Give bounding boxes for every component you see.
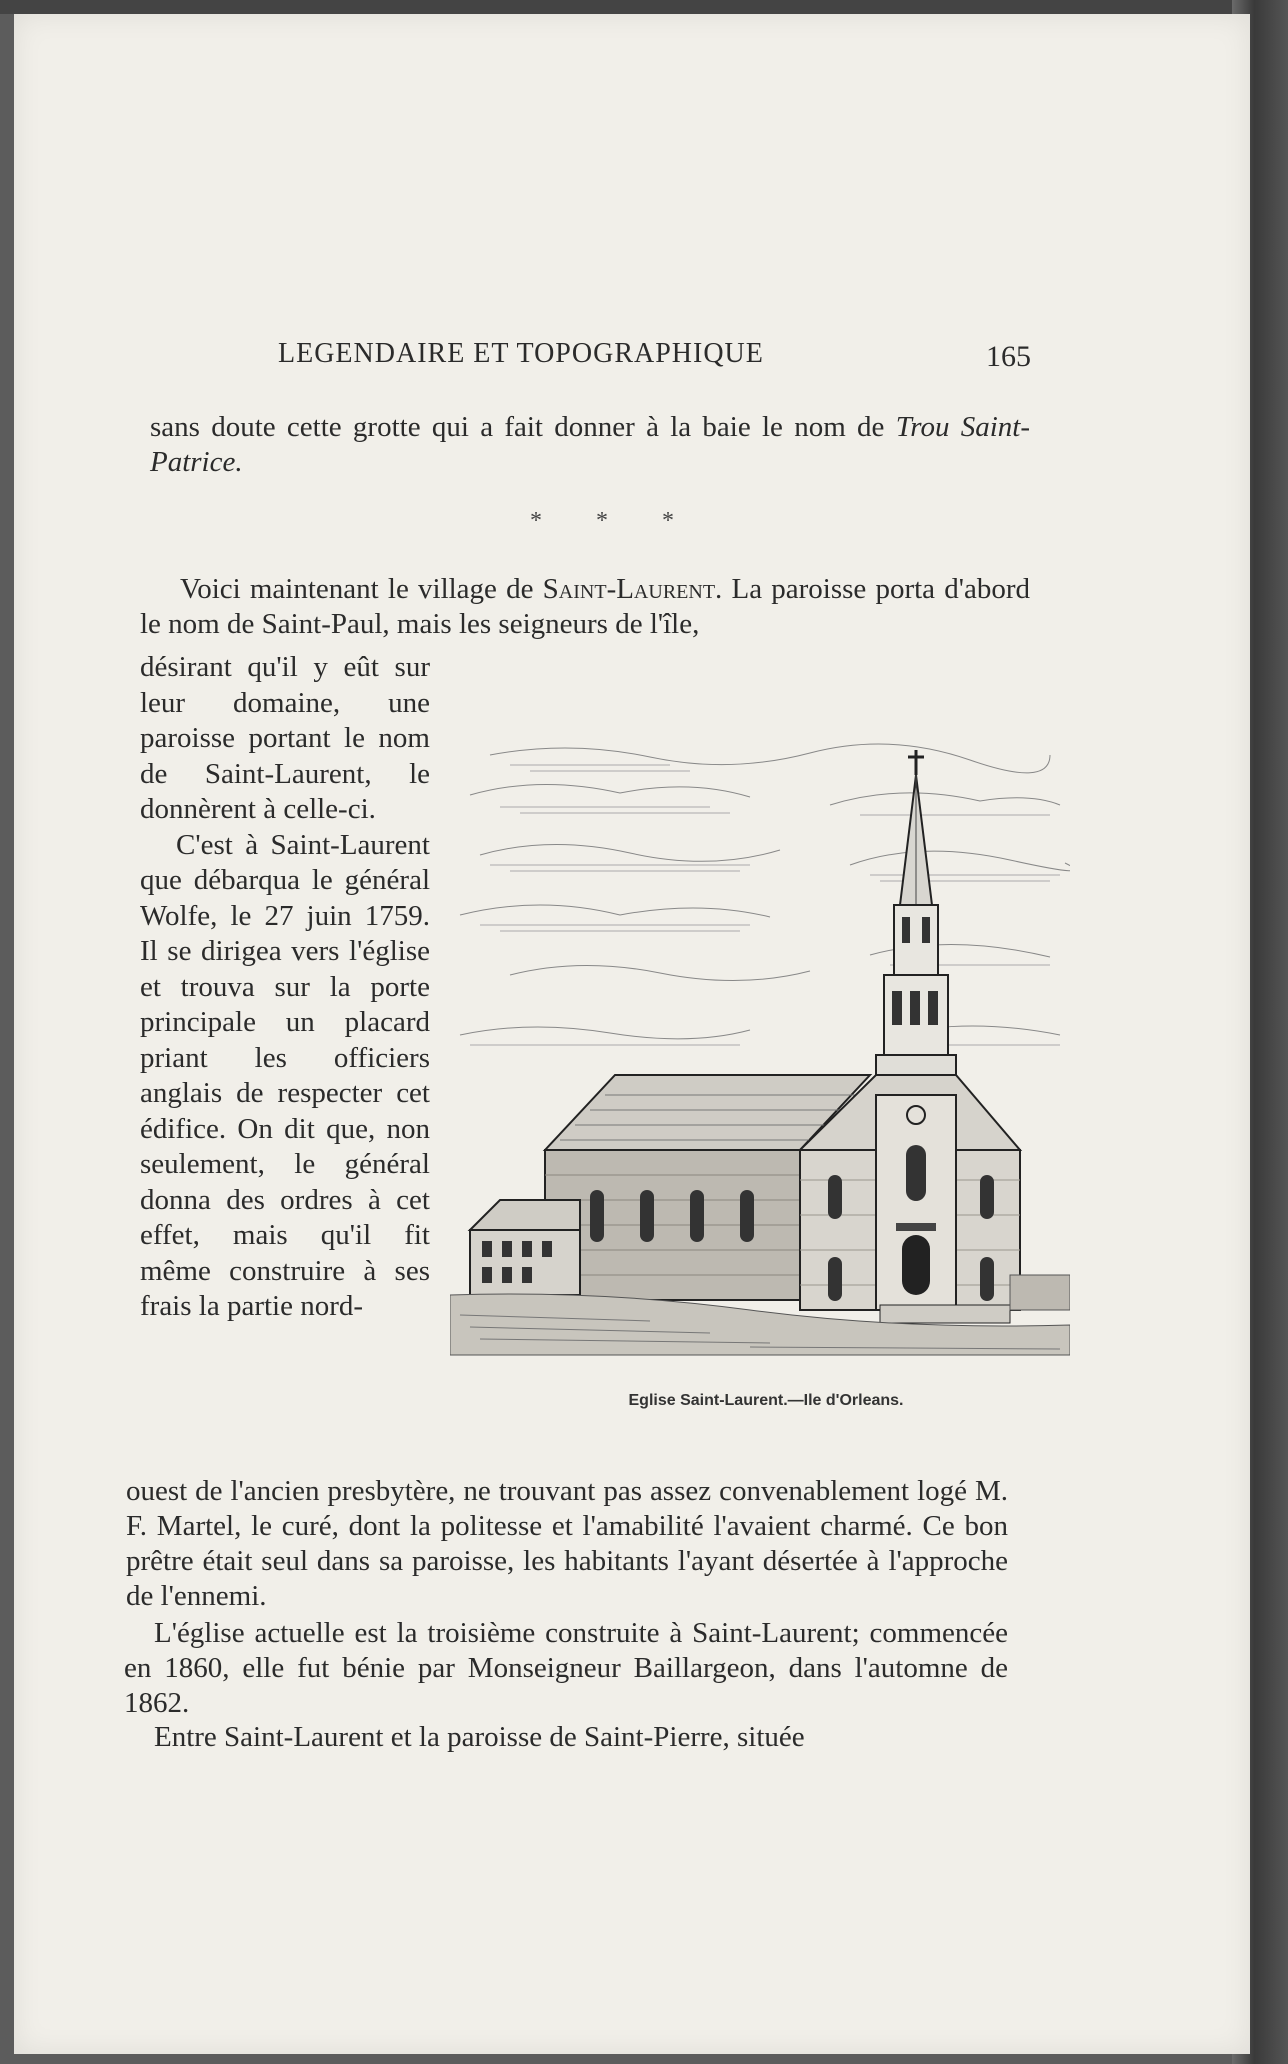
narrow-text-column: [140, 650, 430, 1325]
figure-caption: Eglise Saint-Laurent.—Ile d'Orleans.: [628, 1392, 904, 1409]
place-name: Saint-Laurent: [542, 573, 716, 605]
paragraph-2-intro-after: . La paroisse porta d'abord le nom de Saint-Paul, mais les seigneurs de l'île,: [140, 573, 1030, 640]
paragraph-2-continuation: ouest de l'ancien presbytère, ne trouvant pas assez convenablement logé M. F. Martel, le curé, dont la politesse et l'amabilité l'avaient charmé. Ce bon prêtre était seul dans sa paroisse, les habitants l'ayant désertée à l'approche de l'ennemi.: [126, 1475, 1008, 1612]
paragraph-4: Entre Saint-Laurent et la paroisse de Saint-Pierre, située: [154, 1721, 805, 1753]
church-engraving: [450, 735, 1070, 1370]
running-title: LEGENDAIRE ET TOPOGRAPHIQUE: [278, 338, 764, 369]
paragraph-1-text: sans doute cette grotte qui a fait donner à la baie le nom de: [150, 411, 896, 443]
page-number: 165: [986, 340, 1031, 373]
paragraph-2-intro: [140, 572, 1030, 642]
cloud-hatching: [470, 765, 1060, 1045]
church-steeple: [876, 750, 956, 1095]
column-paragraph-a: désirant qu'il y eût sur leur domaine, une paroisse portant le nom de Saint-Laurent, le donnèrent à celle-ci.: [140, 651, 430, 825]
column-paragraph-b: C'est à Saint-Laurent que débarqua le général Wolfe, le 27 juin 1759. Il se dirigea vers l'église et trouva sur la porte principale un placard priant les officiers anglais de respecter cet édifice. On dit que, non seulement, le général donna des ordres à cet effet, mais qu'il fit même construire à ses frais la partie nord-: [140, 828, 430, 1322]
presbytery-building: [470, 1200, 580, 1295]
sky-clouds: [460, 744, 1070, 1039]
paragraph-2-intro-before: Voici maintenant le village de: [180, 573, 543, 605]
section-separator: * * *: [530, 508, 698, 534]
scan-top-edge: [0, 0, 1288, 14]
paragraph-3: L'église actuelle est la troisième construite à Saint-Laurent; commencée en 1860, elle fut bénie par Monseigneur Baillargeon, dans l'automne de 1862.: [124, 1617, 1008, 1719]
paragraph-1-italic: Trou Saint-Patrice.: [150, 411, 1030, 478]
paragraph-1: [150, 410, 1030, 480]
